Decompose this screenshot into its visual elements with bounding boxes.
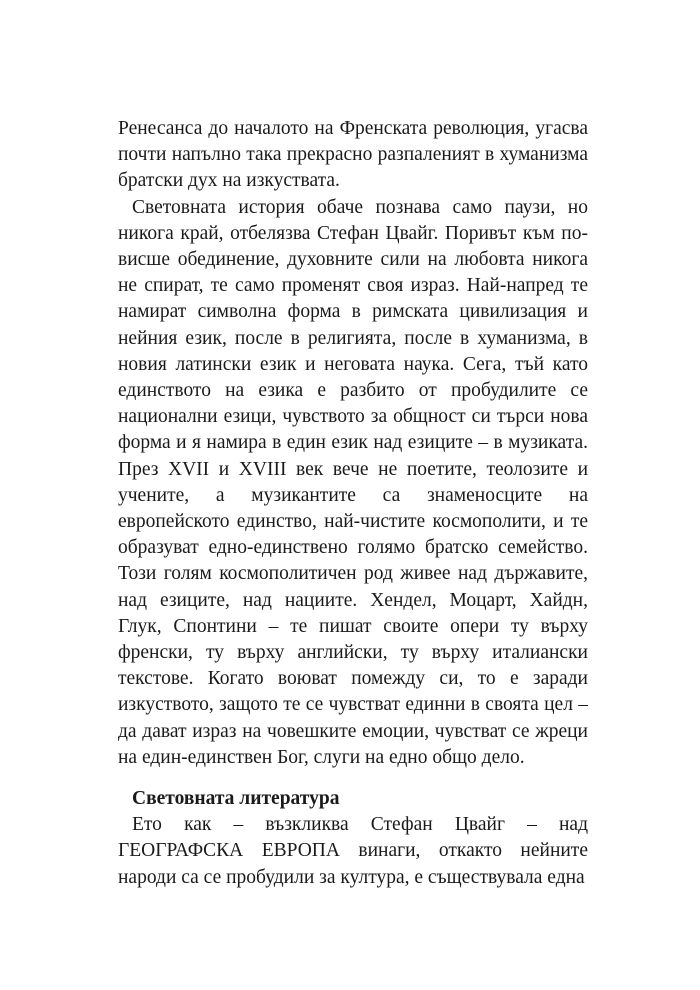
- page-body: [118, 116, 588, 891]
- paragraph-continuation: Ренесанса до началото на Френската революция, угасва почти напълно така прекрасно разпаленият в хуманизма братски дух на изкуствата.: [118, 118, 588, 192]
- section-heading: Световната литература: [132, 788, 340, 810]
- paragraph-world-literature: Ето как – възкликва Стефан Цвайг – над ГЕОГРАФСКА ЕВРОПА винаги, откакто нейните народи са се пробудили за култура, е съществувала една: [118, 814, 588, 888]
- paragraph-world-history: Световната история обаче познава само паузи, но никога край, отбелязва Стефан Цвайг. Поривът към по-висше обединение, духовните сили на любовта никога не спират, те само променят своя израз. Най-напред те намират символна форма в римската цивилизация и нейния език, после в религията, после в хуманизма, в новия латински език и неговата наука. Сега, тъй като единството на езика е разбито от пробудилите се национални езици, чувството за общност си търси нова форма и я намира в един език над езиците – в музиката. През XVII и XVIII век вече не поетите, теолозите и учените, а музикантите са знаменосците на европейското единство, най-чистите космополити, и те образуват едно-единствено голямо братско семейство. Този голям космополитичен род живее над държавите, над езиците, над нациите. Хендел, Моцарт, Хайдн, Глук, Спонтини – те пишат своите опери ту върху френски, ту върху английски, ту върху италиански текстове. Когато воюват помежду си, то е заради изкуството, защото те се чувстват единни в своята цел – да дават израз на човешките емоции, чувстват се жреци на един-единствен Бог, слуги на едно общо дело.: [118, 196, 588, 768]
